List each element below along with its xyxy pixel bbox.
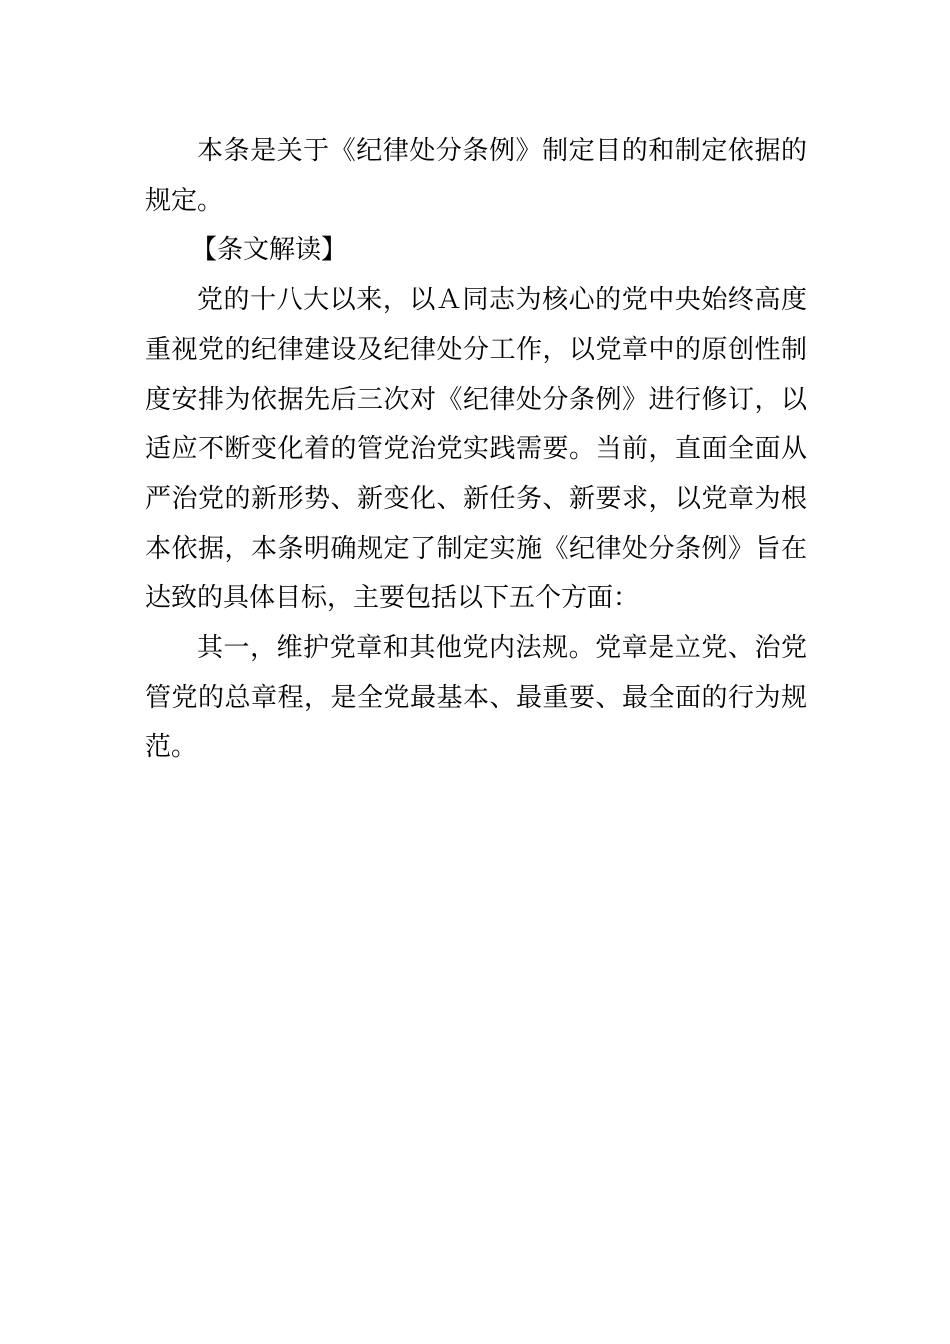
document-body [145, 127, 807, 773]
section-heading: 【条文解读】 [191, 235, 348, 266]
paragraph-purpose: 本条是关于《纪律处分条例》制定目的和制定依据的规定。 [145, 136, 807, 216]
paragraph-interpretation: 党的十八大以来，以Ａ同志为核心的党中央始终高度重视党的纪律建设及纪律处分工作，以党章中的原创性制度安排为依据先后三次对《纪律处分条例》进行修订，以适应不断变化着的管党治党实践需要。当前，直面全面从严治党的新形势、新变化、新任务、新要求，以党章为根本依据，本条明确规定了制定实施《纪律处分条例》旨在达致的具体目标，主要包括以下五个方面： [145, 285, 807, 614]
paragraph-first-aspect: 其一，维护党章和其他党内法规。党章是立党、治党管党的总章程，是全党最基本、最重要、最全面的行为规范。 [145, 633, 807, 763]
